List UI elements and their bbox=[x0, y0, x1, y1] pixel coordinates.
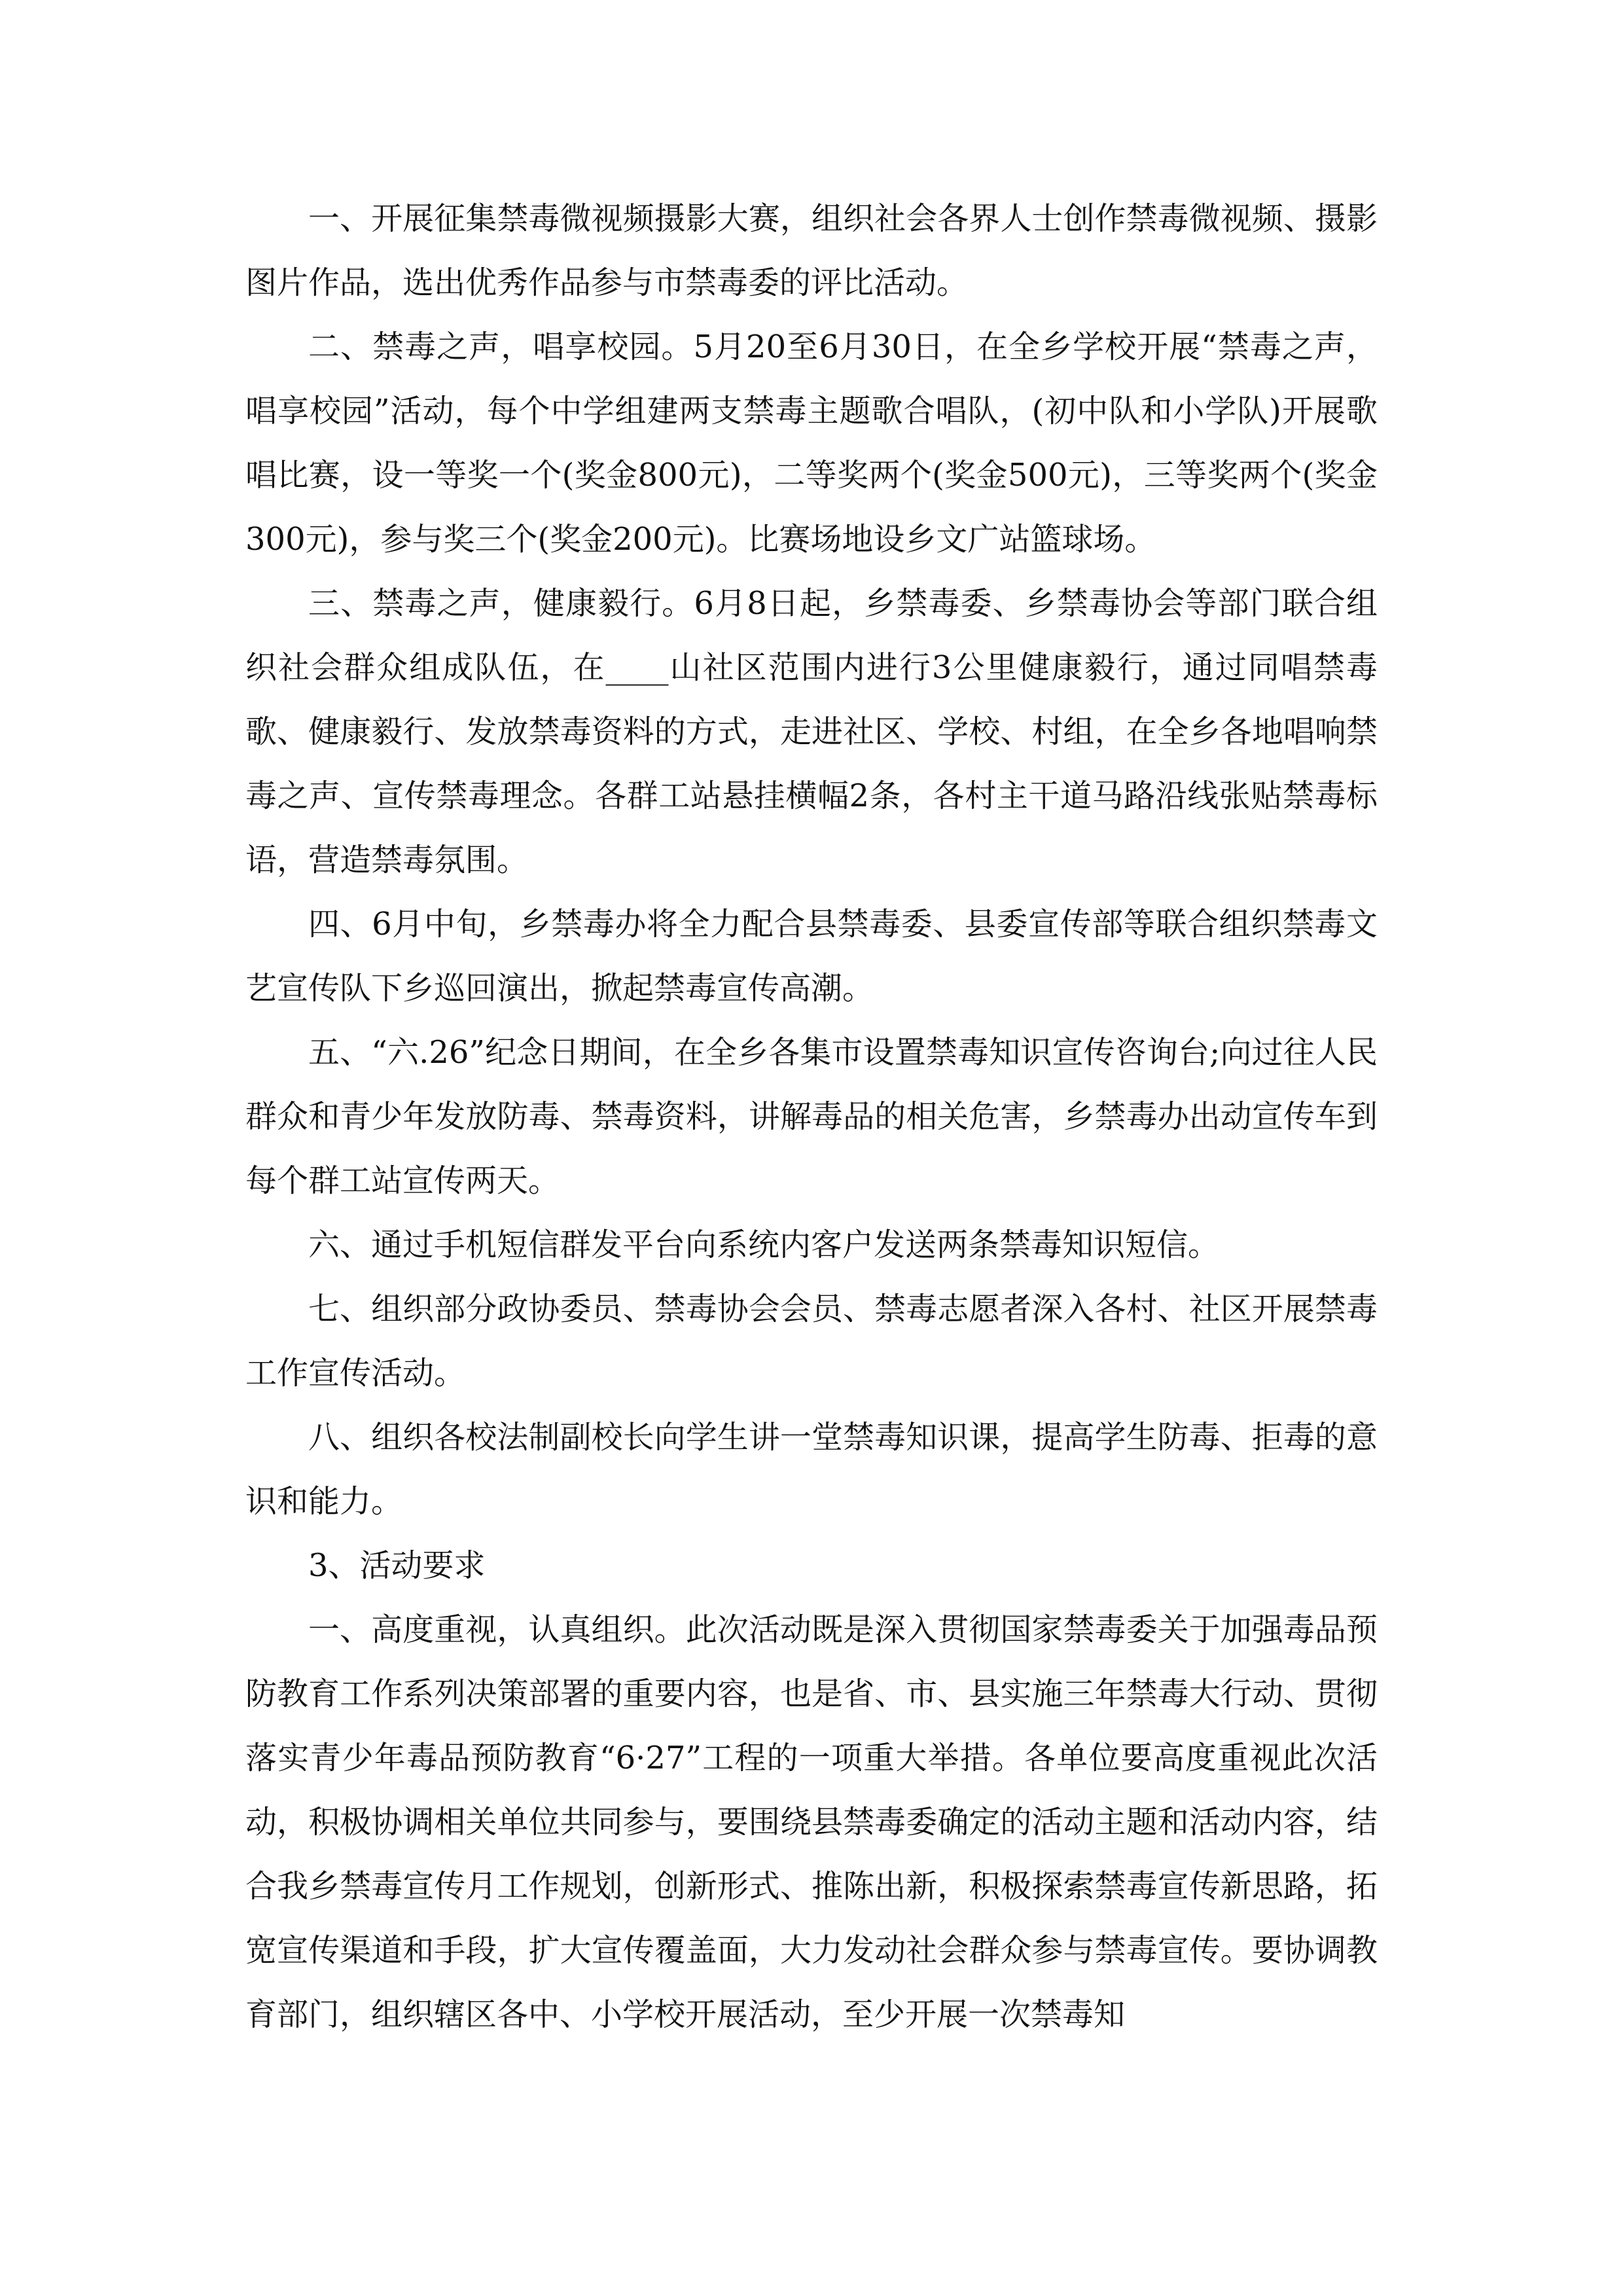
paragraph-activity-8: 八、组织各校法制副校长向学生讲一堂禁毒知识课，提高学生防毒、拒毒的意识和能力。 bbox=[245, 1419, 1378, 1520]
paragraph-activity-4: 四、6月中旬，乡禁毒办将全力配合县禁毒委、县委宣传部等联合组织禁毒文艺宣传队下乡巡回演出，掀起禁毒宣传高潮。 bbox=[245, 906, 1378, 1007]
paragraph-activity-2: 二、禁毒之声，唱享校园。5月20至6月30日，在全乡学校开展“禁毒之声，唱享校园”活动，每个中学组建两支禁毒主题歌合唱队，(初中队和小学队)开展歌唱比赛，设一等奖一个(奖金800元)，二等奖两个(奖金500元)，三等奖两个(奖金300元)，参与奖三个(奖金200元)。比赛场地设乡文广站篮球场。 bbox=[245, 329, 1378, 558]
paragraph-requirement-1: 一、高度重视，认真组织。此次活动既是深入贯彻国家禁毒委关于加强毒品预防教育工作系列决策部署的重要内容，也是省、市、县实施三年禁毒大行动、贯彻落实青少年毒品预防教育“6·27”工程的一项重大举措。各单位要高度重视此次活动，积极协调相关单位共同参与，要围绕县禁毒委确定的活动主题和活动内容，结合我乡禁毒宣传月工作规划，创新形式、推陈出新，积极探索禁毒宣传新思路，拓宽宣传渠道和手段，扩大宣传覆盖面，大力发动社会群众参与禁毒宣传。要协调教育部门，组织辖区各中、小学校开展活动，至少开展一次禁毒知 bbox=[245, 1611, 1378, 2033]
document-body bbox=[245, 187, 1378, 2047]
paragraph-activity-5: 五、“六.26”纪念日期间，在全乡各集市设置禁毒知识宣传咨询台;向过往人民群众和青少年发放防毒、禁毒资料，讲解毒品的相关危害，乡禁毒办出动宣传车到每个群工站宣传两天。 bbox=[245, 1034, 1378, 1199]
paragraph-activity-1: 一、开展征集禁毒微视频摄影大赛，组织社会各界人士创作禁毒微视频、摄影图片作品，选出优秀作品参与市禁毒委的评比活动。 bbox=[245, 200, 1378, 301]
paragraph-activity-6: 六、通过手机短信群发平台向系统内客户发送两条禁毒知识短信。 bbox=[308, 1227, 1220, 1263]
paragraph-activity-3: 三、禁毒之声，健康毅行。6月8日起，乡禁毒委、乡禁毒协会等部门联合组织社会群众组成队伍，在____山社区范围内进行3公里健康毅行，通过同唱禁毒歌、健康毅行、发放禁毒资料的方式，走进社区、学校、村组，在全乡各地唱响禁毒之声、宣传禁毒理念。各群工站悬挂横幅2条，各村主干道马路沿线张贴禁毒标语，营造禁毒氛围。 bbox=[245, 585, 1378, 878]
section-heading-requirements: 3、活动要求 bbox=[308, 1547, 486, 1584]
paragraph-activity-7: 七、组织部分政协委员、禁毒协会会员、禁毒志愿者深入各村、社区开展禁毒工作宣传活动。 bbox=[245, 1291, 1378, 1391]
